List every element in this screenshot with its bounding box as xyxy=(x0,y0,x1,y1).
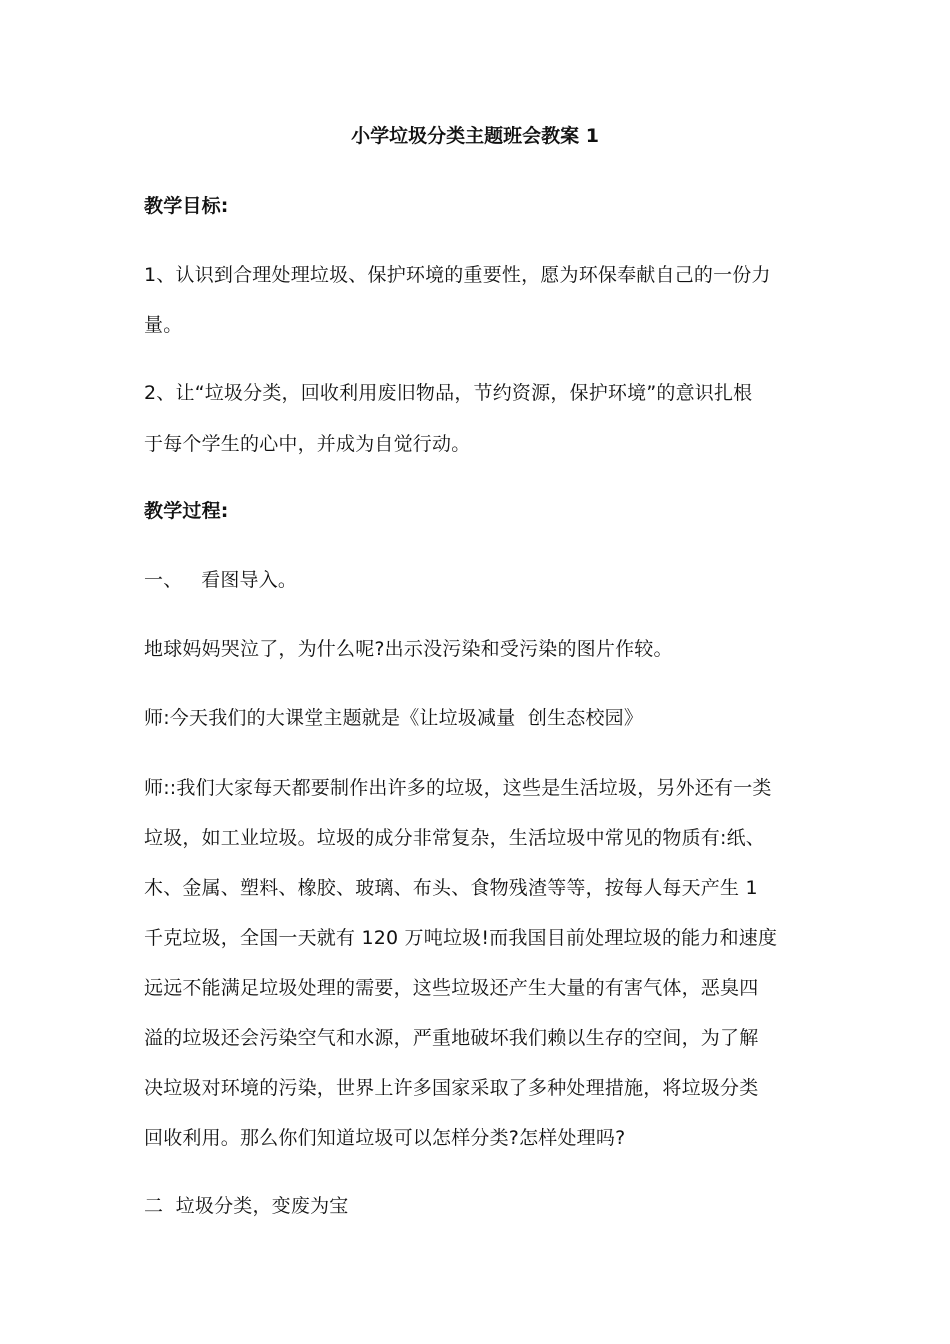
paragraph-3-line-1: 师::我们大家每天都要制作出许多的垃圾，这些是生活垃圾，另外还有一类 xyxy=(144,777,772,799)
paragraph-3-line-2: 垃圾，如工业垃圾。垃圾的成分非常复杂，生活垃圾中常见的物质有:纸、 xyxy=(144,827,766,849)
paragraph-3-line-7: 决垃圾对环境的污染，世界上许多国家采取了多种处理措施，将垃圾分类 xyxy=(144,1077,759,1099)
objective-1-line-2: 量。 xyxy=(144,314,183,336)
step-1-heading: 一、 看图导入。 xyxy=(144,569,298,591)
paragraph-3-line-8: 回收利用。那么你们知道垃圾可以怎样分类?怎样处理吗? xyxy=(144,1127,626,1149)
objective-2-line-2: 于每个学生的心中，并成为自觉行动。 xyxy=(144,433,471,455)
paragraph-3-line-4: 千克垃圾，全国一天就有 120 万吨垃圾!而我国目前处理垃圾的能力和速度 xyxy=(144,927,778,949)
paragraph-2: 师:今天我们的大课堂主题就是《让垃圾减量 创生态校园》 xyxy=(144,707,644,729)
objectives-heading: 教学目标: xyxy=(144,195,229,217)
paragraph-3-line-3: 木、金属、塑料、橡胶、玻璃、布头、食物残渣等等，按每人每天产生 1 xyxy=(144,877,758,899)
objective-1-line-1: 1、认识到合理处理垃圾、保护环境的重要性，愿为环保奉献自己的一份力 xyxy=(144,264,771,286)
paragraph-3-line-5: 远远不能满足垃圾处理的需要，这些垃圾还产生大量的有害气体，恶臭四 xyxy=(144,977,759,999)
document-title: 小学垃圾分类主题班会教案 1 xyxy=(351,125,599,147)
paragraph-1: 地球妈妈哭泣了，为什么呢?出示没污染和受污染的图片作较。 xyxy=(144,638,673,660)
step-2-heading: 二 垃圾分类，变废为宝 xyxy=(144,1195,349,1217)
objective-2-line-1: 2、让“垃圾分类，回收利用废旧物品，节约资源，保护环境”的意识扎根 xyxy=(144,382,753,404)
paragraph-3-line-6: 溢的垃圾还会污染空气和水源，严重地破坏我们赖以生存的空间，为了解 xyxy=(144,1027,759,1049)
process-heading: 教学过程: xyxy=(144,500,229,522)
